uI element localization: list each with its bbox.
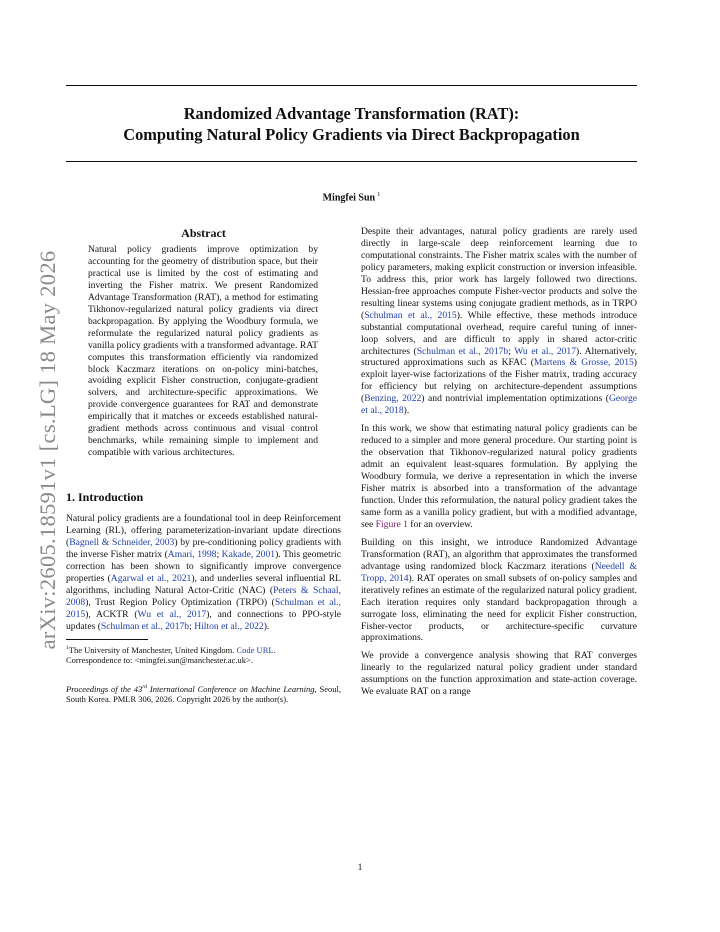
- section-heading-introduction: 1. Introduction: [66, 490, 144, 505]
- text-span: ). While effective, these methods introduce substantial computational overhead, require careful tuning of inner-loop solvers, and are difficult to apply in shared actor-critic architectures (: [361, 309, 637, 357]
- right-paragraph-3: [361, 537, 637, 645]
- text-span: ) exploit layer-wise factorizations of the Fisher matrix, trading accuracy for efficiency but relying on architecture-dependent assumptions (: [361, 357, 637, 405]
- author-line: [66, 191, 637, 203]
- footnote: $^1$The University of Manchester, United Kingdom. Code URL. Correspondence to: <mingfei.sun@manchester.ac.uk>.: [66, 644, 276, 665]
- text-span: for an overview.: [407, 518, 473, 530]
- citation-link[interactable]: Martens & Grosse, 2015: [533, 357, 634, 369]
- citation-link[interactable]: George et al., 2018: [361, 393, 637, 417]
- abstract-heading: Abstract: [181, 226, 226, 240]
- proceedings-italic-a: Proceedings of the 43: [66, 683, 143, 694]
- intro-paragraph-1: [66, 513, 341, 633]
- text-span: ). Alternatively, structured approximations such as KFAC (: [361, 345, 637, 369]
- citation-link[interactable]: Kakade, 2001: [221, 549, 276, 561]
- text-span: ), ACKTR (: [85, 608, 138, 620]
- citation-link[interactable]: Peters & Schaal, 2008: [66, 584, 341, 608]
- text-span: ). This geometric correction has been shown to significantly improve convergence properties (: [66, 549, 341, 584]
- title-line-2: Computing Natural Policy Gradients via Direct Backpropagation: [123, 125, 580, 144]
- proceedings-rest: , Seoul, South Korea. PMLR 306, 2026. Copyright 2026 by the author(s).: [66, 683, 341, 704]
- title-line-1: Randomized Advantage Transformation (RAT):: [183, 104, 520, 123]
- text-span: Despite their advantages, natural policy gradients are rarely used directly in large-scale deep reinforcement learning due to computational constraints. The Fisher matrix scales with the number of policy parameters, making explicit construction or inversion infeasible. To address this, prior work has largely followed two directions. Hessian-free approaches compute Fisher-vector products and solve the resulting linear systems using conjugate gradient methods, as in TRPO (: [361, 226, 637, 321]
- text-span: Natural policy gradients are a foundational tool in deep Reinforcement Learning (RL), offering parameterization-invariant update directions (: [66, 513, 341, 549]
- footnote-correspondence: Correspondence to: <mingfei.sun@manchester.ac.uk>.: [66, 654, 253, 665]
- citation-link[interactable]: Benzing, 2022: [364, 393, 422, 405]
- text-span: ).: [263, 620, 270, 632]
- right-paragraph-1: [361, 226, 637, 417]
- proceedings-italic-b: International Conference on Machine Learning: [149, 683, 315, 694]
- citation-link[interactable]: Needell & Tropp, 2014: [361, 560, 637, 584]
- text-span: ;: [189, 620, 195, 632]
- citation-link[interactable]: Wu et al., 2017: [514, 345, 577, 357]
- text-span: ;: [216, 549, 222, 561]
- text-span: In this work, we show that estimating natural policy gradients can be reduced to a simpler and more general procedure. Our starting point is the observation that Tikhonov-regularized natural policy gradients admit an equivalent least-squares formulation. By applying the Woodbury formula, we derive a representation in which the inverse Fisher matrix is absorbed into a transformation of the advantage function. Under this reformulation, the natural policy gradient takes the same form as a vanilla policy gradient, but with a modified advantage, see: [361, 423, 637, 530]
- citation-link[interactable]: Hilton et al., 2022: [194, 620, 264, 632]
- page-number: 1: [357, 862, 363, 873]
- author-name: Mingfei Sun: [322, 192, 376, 204]
- proceedings-sup: rd: [142, 683, 147, 690]
- text-span: ).: [403, 405, 410, 417]
- right-column: [361, 226, 637, 704]
- arxiv-stamp-text: arXiv:2605.18591v1 [cs.LG] 18 May 2026: [35, 250, 60, 650]
- citation-link[interactable]: Schulman et al., 2017b: [416, 345, 509, 357]
- citation-link[interactable]: Bagnell & Schneider, 2003: [69, 537, 175, 549]
- text-span: ), and connections to PPO-style updates (: [66, 608, 341, 632]
- text-span: ), Trust Region Policy Optimization (TRPO) (: [85, 596, 275, 608]
- left-column: [66, 226, 341, 704]
- title-bottom-rule: [66, 161, 637, 162]
- citation-link[interactable]: Schulman et al., 2017b: [100, 620, 190, 632]
- right-paragraph-2: [361, 423, 637, 531]
- citation-link[interactable]: Schulman et al., 2015: [364, 309, 457, 321]
- abstract-text: Natural policy gradients improve optimization by accounting for the geometry of distribution space, but their practical use is limited by the cost of estimating and inverting the Fisher matrix. We present Randomized Advantage Transformation (RAT), a method for estimating Tikhonov-regularized natural policy gradients via direct backpropagation. By applying the Woodbury formula, we reformulate the regularized natural policy gradients as vanilla policy gradients with a transformed advantage. RAT computes this transformation efficiently via randomized block Kaczmarz iterations on on-policy mini-batches, avoiding explicit Fisher construction, conjugate-gradient solvers, and architecture-specific approximations. We provide convergence guarantees for RAT and demonstrate empirically that it matches or exceeds established natural-gradient methods across continuous and visual control benchmarks, while remaining simple to implement and compatible with various architectures.: [88, 244, 318, 459]
- citation-link[interactable]: Schulman et al., 2015: [66, 596, 341, 620]
- footnote-rule: [66, 639, 148, 640]
- text-span: ) and nontrivial implementation optimizations (: [421, 393, 609, 405]
- citation-link[interactable]: Wu et al., 2017: [137, 608, 207, 620]
- citation-link[interactable]: Amari, 1998: [167, 549, 217, 561]
- proceedings-note: [66, 682, 341, 704]
- footnote-mark: 1: [66, 644, 69, 651]
- text-span: ), and underlies several influential RL algorithms, including Natural Actor-Critic (NAC) (: [66, 572, 341, 596]
- text-span: ). RAT operates on small subsets of on-policy samples and iteratively refines an estimate of the regularized natural policy gradient. Each iteration requires only standard backpropagation through a surrogate loss, eliminating the need for explicit Fisher construction, Fisher-vector products, or architecture-specific curvature approximations.: [361, 572, 637, 644]
- paper-title: [66, 103, 637, 145]
- text-span: Building on this insight, we introduce Randomized Advantage Transformation (RAT), an algorithm that approximates the transformed advantage using randomized block Kaczmarz iterations (: [361, 536, 637, 572]
- author-affiliation-mark: 1: [377, 191, 381, 198]
- footnote-affiliation: The University of Manchester, United Kingdom.: [68, 644, 235, 655]
- figure-ref-link[interactable]: Figure 1: [375, 518, 408, 530]
- text-span: ;: [508, 345, 515, 357]
- citation-link[interactable]: Agarwal et al., 2021: [110, 572, 192, 584]
- right-paragraph-4: We provide a convergence analysis showing that RAT converges linearly to the regularized natural policy gradient under standard assumptions on the function approximation and state-action coverage. We evaluate RAT on a range: [361, 650, 637, 698]
- title-top-rule: [66, 85, 637, 86]
- code-url-link[interactable]: Code URL: [236, 644, 274, 655]
- text-span: ) by pre-conditioning policy gradients with the inverse Fisher matrix (: [66, 537, 341, 561]
